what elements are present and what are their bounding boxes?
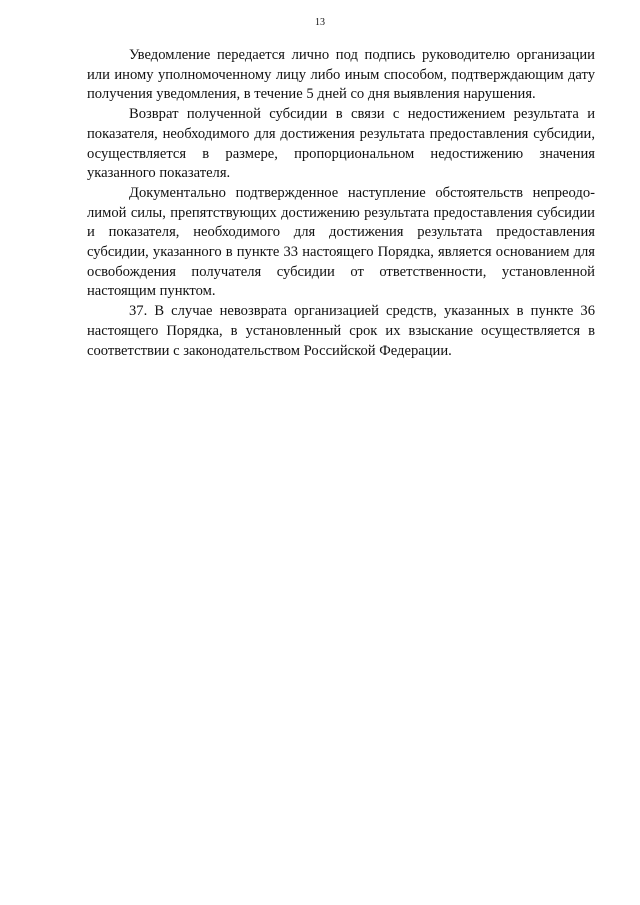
page-number: 13 (315, 17, 325, 28)
paragraph-force-majeure: Документально подтвержденное наступление обстоятельств непреодолимой силы, препятствующих достижению результата предоставления субсидии и показателя, необходимого для достижения результата предоставления субсидии, указанного в пункте 33 настоящего Порядка, является основанием для освобождения получателя субсидии от ответственности, установленной настоящим пунктом. (87, 184, 595, 300)
paragraph-refund: Возврат полученной субсидии в связи с недостижением результата и показателя, необходимого для достижения результата предоставления субсидии, осуществляется в размере, пропорциональном недостижению значения указанного показателя. (87, 106, 595, 182)
paragraph-item-37: 37. В случае невозврата организацией средств, указанных в пункте 36 настоящего Порядка, в установленный срок их взыскание осуществляется в соответствии с законодательством Российской Федерации. (87, 303, 595, 359)
paragraph-notification: Уведомление передается лично под подпись руководителю организации или иному уполномоченному лицу либо иным способом, подтверждающим дату получения уведомления, в течение 5 дней со дня выявления нарушения. (87, 47, 595, 103)
document-body (87, 46, 595, 361)
